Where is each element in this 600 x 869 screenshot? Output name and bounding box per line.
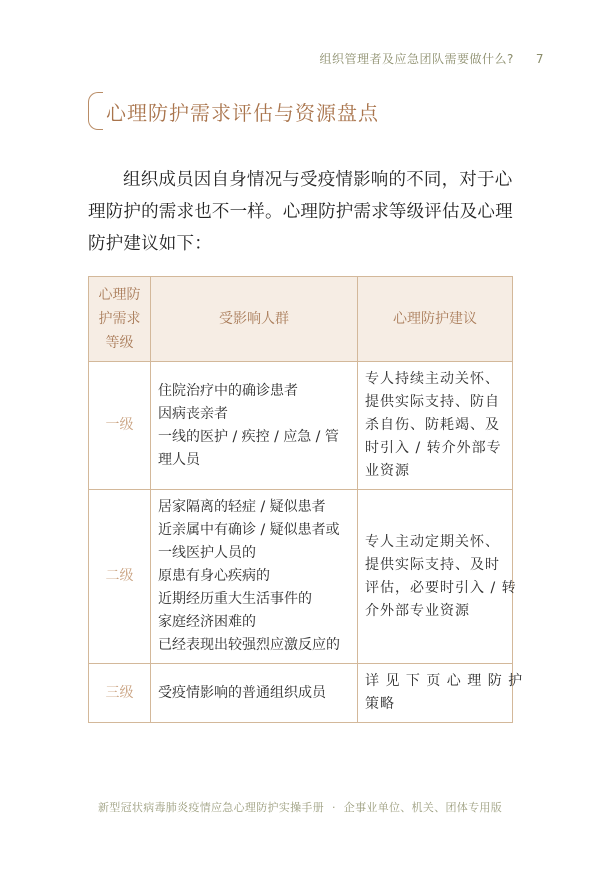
level-cell: 二级 [89, 490, 151, 664]
level-cell: 一级 [89, 362, 151, 490]
group-line: 一线的医护 / 疾控 / 应急 / 管 [158, 428, 339, 445]
advice-line: 详 见 下 页 心 理 防 护 [365, 673, 524, 689]
group-line: 理人员 [158, 451, 200, 468]
groups-cell [151, 362, 358, 490]
needs-assessment-table [88, 276, 524, 723]
advice-cell [358, 490, 517, 664]
advice-line: 时引入 / 转介外部专 [365, 440, 502, 456]
chapter-title: 组织管理者及应急团队需要做什么? [319, 52, 514, 66]
group-line: 已经表现出较强烈应激反应的 [158, 637, 340, 653]
group-line: 受疫情影响的普通组织成员 [158, 684, 326, 701]
page-number: 7 [535, 52, 544, 66]
group-line: 一线医护人员的 [158, 545, 256, 561]
header-level [89, 277, 151, 362]
group-line: 家庭经济困难的 [158, 614, 256, 630]
groups-cell [151, 664, 358, 723]
advice-line: 专人主动定期关怀、 [365, 533, 500, 550]
section-title: 心理防护需求评估与资源盘点 [106, 101, 379, 125]
advice-line: 提供实际支持、及时 [365, 556, 500, 573]
running-header [319, 50, 544, 67]
group-line: 住院治疗中的确诊患者 [158, 382, 298, 399]
header-level-line: 等级 [105, 335, 134, 351]
group-line: 近亲属中有确诊 / 疑似患者或 [158, 522, 340, 538]
book-title: 新型冠状病毒肺炎疫情应急心理防护实操手册 [98, 801, 324, 814]
advice-cell [358, 362, 513, 490]
header-advice: 心理防护建议 [358, 277, 513, 362]
advice-line: 评估，必要时引入 / 转 [365, 579, 517, 596]
edition-label: 企事业单位、机关、团体专用版 [343, 801, 502, 814]
table-row [89, 664, 513, 723]
advice-cell [358, 664, 524, 723]
group-line: 居家隔离的轻症 / 疑似患者 [158, 499, 326, 515]
header-level-line: 心理防 [98, 287, 141, 303]
advice-line: 业资源 [365, 463, 410, 479]
table-header-row [89, 277, 513, 362]
groups-cell [151, 490, 358, 664]
intro-paragraph: 组织成员因自身情况与受疫情影响的不同，对于心理防护的需求也不一样。心理防护需求等级评估及心理防护建议如下： [88, 170, 513, 254]
advice-line: 介外部专业资源 [365, 602, 470, 619]
advice-line: 杀自伤、防耗竭、及 [365, 417, 500, 433]
header-level-line: 护需求 [98, 311, 141, 327]
group-line: 因病丧亲者 [158, 405, 228, 422]
header-groups: 受影响人群 [151, 277, 358, 362]
group-line: 近期经历重大生活事件的 [158, 591, 312, 607]
level-cell: 三级 [89, 664, 151, 723]
table-row [89, 362, 513, 490]
heading-bracket-decoration [88, 92, 103, 130]
table-row [89, 490, 513, 664]
advice-line: 提供实际支持、防自 [365, 394, 500, 410]
running-footer [0, 799, 600, 815]
advice-line: 专人持续主动关怀、 [365, 371, 500, 387]
section-heading [88, 92, 388, 128]
group-line: 原患有身心疾病的 [158, 568, 270, 584]
advice-line: 策略 [365, 696, 395, 712]
footer-separator: · [332, 801, 336, 814]
